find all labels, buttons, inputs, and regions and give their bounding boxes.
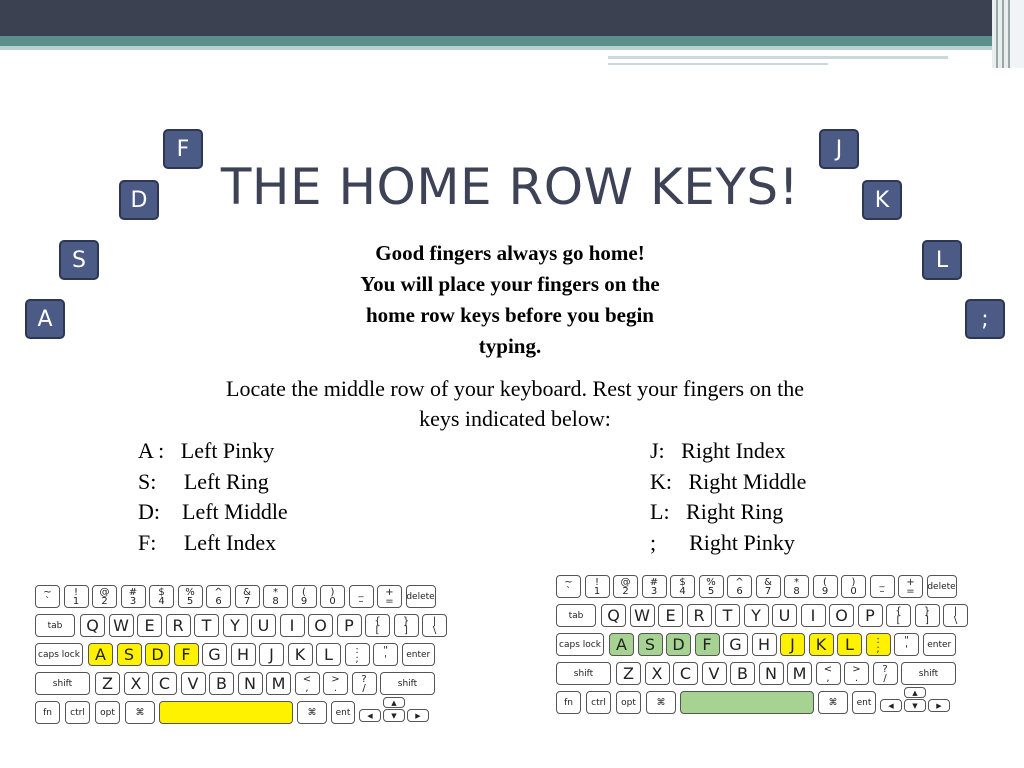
key-letter: Q: [601, 604, 626, 627]
key-tab: tab: [35, 614, 75, 637]
key-letter: B: [730, 662, 755, 685]
key-letter: S: [638, 633, 663, 656]
key-number: & 7: [235, 585, 260, 608]
key-command: ⌘: [818, 691, 848, 714]
key-number: @ 2: [613, 575, 638, 598]
arrow-right-icon: ▶: [928, 699, 950, 712]
key-letter: Q: [80, 614, 105, 637]
key-letter: W: [109, 614, 134, 637]
key-letter: L: [316, 643, 341, 666]
key-number: % 5: [699, 575, 724, 598]
key-command: ⌘: [297, 701, 327, 724]
key-number: & 7: [756, 575, 781, 598]
keyboard-left: [35, 585, 435, 730]
key-number: $ 4: [670, 575, 695, 598]
key-letter: F: [174, 643, 199, 666]
key-number: ~ `: [35, 585, 60, 608]
key-letter: I: [280, 614, 305, 637]
key-number: + =: [898, 575, 923, 598]
subtitle-line: Good fingers always go home!: [375, 241, 645, 265]
key-command: ⌘: [646, 691, 676, 714]
key-letter: H: [752, 633, 777, 656]
home-key-semicolon: ;: [965, 299, 1005, 339]
key-letter: Y: [223, 614, 248, 637]
key-letter: B: [209, 672, 234, 695]
key-symbol: | \: [422, 614, 447, 637]
key-letter: D: [666, 633, 691, 656]
home-key-a: A: [25, 299, 65, 339]
finger-item: J: Right Index: [650, 438, 786, 463]
key-number: ) 0: [320, 585, 345, 608]
key-shift: shift: [556, 662, 611, 685]
key-symbol: > .: [844, 662, 869, 685]
key-letter: U: [772, 604, 797, 627]
key-shift: shift: [901, 662, 956, 685]
key-letter: O: [308, 614, 333, 637]
key-letter: X: [645, 662, 670, 685]
key-number: ^ 6: [206, 585, 231, 608]
key-letter: K: [809, 633, 834, 656]
finger-item: A : Left Pinky: [138, 438, 275, 463]
decor-stripes: [992, 0, 1024, 68]
decor-line: [608, 56, 948, 59]
key-letter: F: [695, 633, 720, 656]
home-key-f: F: [163, 129, 203, 169]
finger-item: ; Right Pinky: [650, 529, 795, 555]
accent-band: [0, 36, 1024, 46]
key-letter: V: [181, 672, 206, 695]
key-number: * 8: [263, 585, 288, 608]
key-letter: T: [715, 604, 740, 627]
key-fn: fn: [35, 701, 60, 724]
key-caps-lock: caps lock: [35, 643, 83, 666]
home-key-l: L: [922, 240, 962, 280]
finger-item: D: Left Middle: [138, 499, 288, 524]
instruction: [130, 374, 900, 434]
key-letter: C: [152, 672, 177, 695]
key-letter: O: [829, 604, 854, 627]
home-key-d: D: [119, 180, 159, 220]
key-ctrl: ctrl: [586, 691, 611, 714]
key-letter: M: [787, 662, 812, 685]
key-letter: C: [673, 662, 698, 685]
key-delete: delete: [406, 585, 436, 608]
key-letter: D: [145, 643, 170, 666]
key-letter: P: [337, 614, 362, 637]
key-letter: L: [837, 633, 862, 656]
home-key-s: S: [59, 240, 99, 280]
subtitle: [270, 238, 750, 362]
arrow-down-icon: ▼: [383, 709, 405, 722]
instruction-line: keys indicated below:: [419, 406, 611, 431]
key-number: $ 4: [149, 585, 174, 608]
instruction-line: Locate the middle row of your keyboard. Rest your fingers on the: [226, 376, 804, 401]
key-number: @ 2: [92, 585, 117, 608]
key-letter: H: [231, 643, 256, 666]
key-symbol: " ': [373, 643, 398, 666]
key-letter: A: [88, 643, 113, 666]
key-symbol: } ]: [915, 604, 940, 627]
key-fn: fn: [556, 691, 581, 714]
subtitle-line: You will place your fingers on the: [360, 272, 660, 296]
key-space: [680, 691, 814, 714]
key-delete: delete: [927, 575, 957, 598]
key-caps-lock: caps lock: [556, 633, 604, 656]
key-enter: enter: [923, 633, 957, 656]
key-symbol: > .: [323, 672, 348, 695]
key-letter: J: [780, 633, 805, 656]
home-key-j: J: [819, 129, 859, 169]
key-letter: N: [238, 672, 263, 695]
arrow-left-icon: ◀: [880, 699, 902, 712]
key-enter: enter: [402, 643, 436, 666]
key-letter: R: [687, 604, 712, 627]
key-number: ) 0: [841, 575, 866, 598]
key-number: ~ `: [556, 575, 581, 598]
key-number: ^ 6: [727, 575, 752, 598]
finger-item: L: Right Ring: [650, 499, 784, 524]
key-shift: shift: [380, 672, 435, 695]
key-letter: T: [194, 614, 219, 637]
key-number: + =: [377, 585, 402, 608]
key-number: % 5: [178, 585, 203, 608]
key-ctrl: ctrl: [65, 701, 90, 724]
key-letter: Y: [744, 604, 769, 627]
key-symbol: : ;: [866, 633, 891, 656]
key-letter: V: [702, 662, 727, 685]
key-letter: W: [630, 604, 655, 627]
finger-item: K: Right Middle: [650, 468, 807, 494]
accent-band-light: [0, 46, 1024, 50]
arrow-right-icon: ▶: [407, 709, 429, 722]
key-ent: ent: [852, 691, 876, 714]
key-letter: E: [137, 614, 162, 637]
key-letter: J: [259, 643, 284, 666]
key-symbol: ? /: [873, 662, 898, 685]
subtitle-line: typing.: [478, 334, 542, 358]
finger-item: S: Left Ring: [138, 468, 269, 494]
fingers-left-list: [138, 436, 288, 558]
key-letter: Z: [95, 672, 120, 695]
key-space: [159, 701, 293, 724]
key-number: ! 1: [585, 575, 610, 598]
key-opt: opt: [95, 701, 120, 724]
slide-title: THE HOME ROW KEYS!: [220, 158, 800, 216]
key-symbol: < ,: [295, 672, 320, 695]
key-letter: G: [202, 643, 227, 666]
key-symbol: | \: [943, 604, 968, 627]
key-symbol: { [: [365, 614, 390, 637]
key-number: * 8: [784, 575, 809, 598]
key-command: ⌘: [125, 701, 155, 724]
keyboard-right: [556, 575, 956, 720]
key-letter: U: [251, 614, 276, 637]
key-letter: G: [723, 633, 748, 656]
arrow-up-icon: ▲: [904, 687, 926, 698]
key-symbol: } ]: [394, 614, 419, 637]
key-symbol: : ;: [345, 643, 370, 666]
key-letter: K: [288, 643, 313, 666]
key-opt: opt: [616, 691, 641, 714]
key-letter: I: [801, 604, 826, 627]
key-number: # 3: [642, 575, 667, 598]
key-letter: S: [117, 643, 142, 666]
arrow-left-icon: ◀: [359, 709, 381, 722]
fingers-right-list: [650, 436, 806, 558]
top-bar: [0, 0, 1024, 36]
key-number: ! 1: [64, 585, 89, 608]
key-letter: A: [609, 633, 634, 656]
key-number: ( 9: [292, 585, 317, 608]
arrow-down-icon: ▼: [904, 699, 926, 712]
key-letter: N: [759, 662, 784, 685]
key-letter: M: [266, 672, 291, 695]
finger-item: F: Left Index: [138, 529, 277, 555]
home-key-k: K: [862, 180, 902, 220]
key-number: _ –: [870, 575, 895, 598]
key-tab: tab: [556, 604, 596, 627]
key-symbol: { [: [886, 604, 911, 627]
key-letter: X: [124, 672, 149, 695]
key-letter: Z: [616, 662, 641, 685]
arrow-up-icon: ▲: [383, 697, 405, 708]
key-letter: R: [166, 614, 191, 637]
key-number: # 3: [121, 585, 146, 608]
key-letter: E: [658, 604, 683, 627]
key-letter: P: [858, 604, 883, 627]
key-shift: shift: [35, 672, 90, 695]
key-number: ( 9: [813, 575, 838, 598]
key-symbol: " ': [894, 633, 919, 656]
key-number: _ –: [349, 585, 374, 608]
key-ent: ent: [331, 701, 355, 724]
decor-line: [608, 63, 828, 65]
subtitle-line: home row keys before you begin: [366, 303, 654, 327]
key-symbol: ? /: [352, 672, 377, 695]
key-symbol: < ,: [816, 662, 841, 685]
